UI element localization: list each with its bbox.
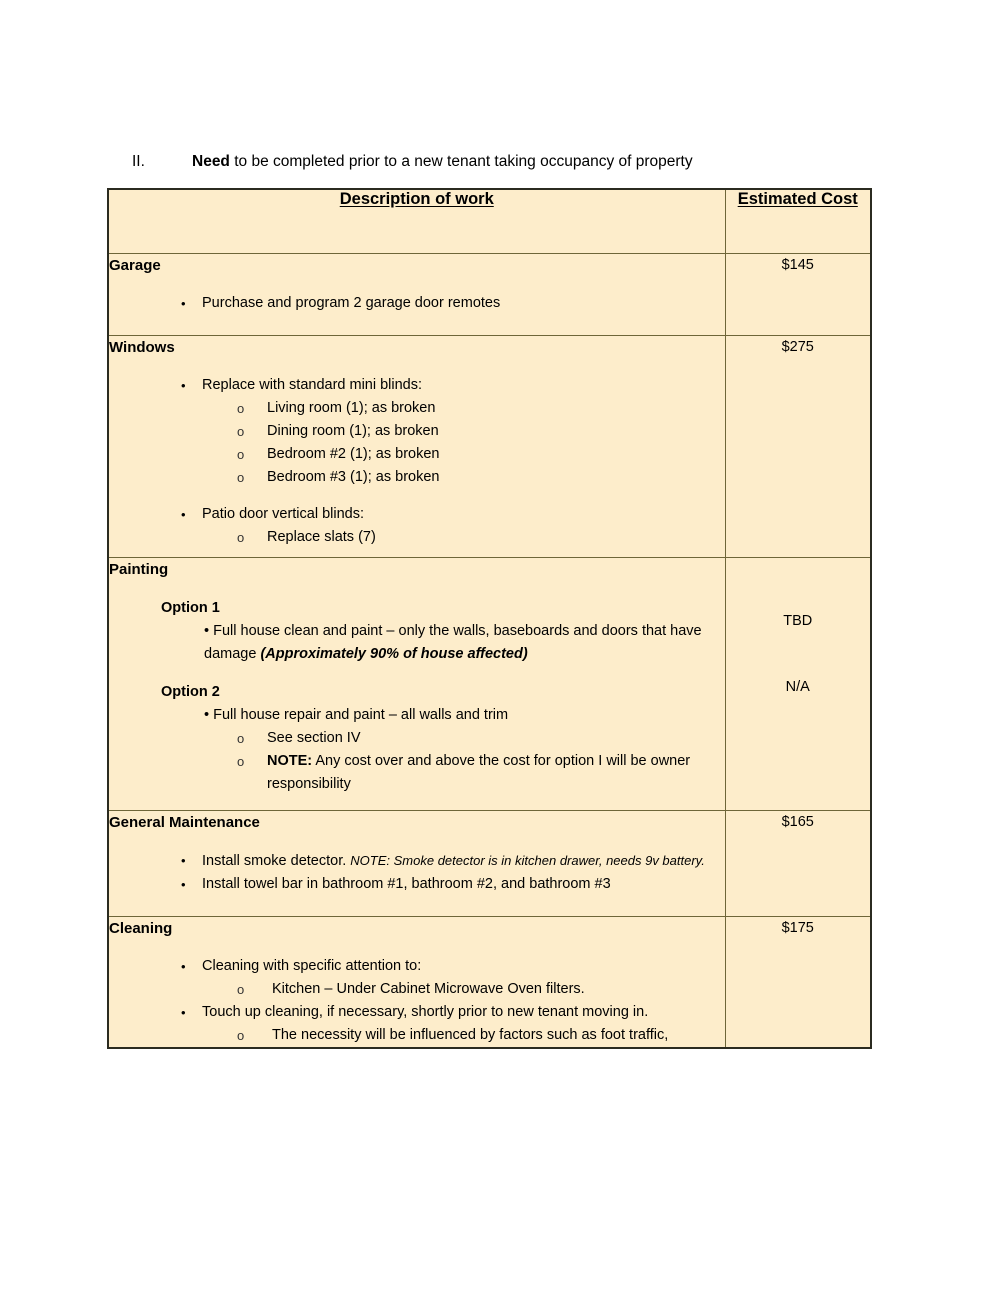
list-item: [109, 443, 725, 466]
list-item: [109, 978, 725, 1001]
spacer: [109, 360, 725, 374]
list-item-label: Living room (1); as broken: [267, 400, 436, 416]
list-item-label: Touch up cleaning, if necessary, shortly prior to new tenant moving in.: [202, 1004, 649, 1020]
header-cell-description: [108, 189, 725, 254]
group-title-painting: Painting: [109, 561, 169, 578]
list-item: [109, 503, 725, 526]
table-row: [108, 558, 871, 811]
spacer: [109, 278, 725, 292]
list-item-label: Bedroom #3 (1); as broken: [267, 469, 440, 485]
group-title-cleaning: Cleaning: [109, 920, 173, 937]
list-item-label: Any cost over and above the cost for option I will be owner responsibility: [267, 753, 691, 792]
bullet-icon: •: [181, 507, 186, 522]
table-row: [108, 254, 871, 336]
list-item-label: The necessity will be influenced by factors such as foot traffic,: [272, 1027, 669, 1043]
table-row: [108, 336, 871, 558]
description-cell-windows: [108, 336, 725, 558]
group-title-general-maintenance: General Maintenance: [109, 814, 260, 831]
work-table: [107, 188, 872, 1049]
description-cell-general-maintenance: [108, 811, 725, 917]
list-item: [109, 1024, 725, 1047]
list-item-label: Purchase and program 2 garage door remotes: [202, 295, 501, 311]
spacer: [109, 549, 725, 557]
spacer: [109, 666, 725, 680]
list-item-label: Bedroom #2 (1); as broken: [267, 446, 440, 462]
circle-bullet-icon: o: [237, 754, 245, 769]
list-item-label: Replace slats (7): [267, 529, 376, 545]
section-heading-bold-lead: Need: [192, 153, 230, 170]
list-item: [109, 292, 725, 315]
list-item-note: NOTE: Smoke detector is in kitchen drawer, needs 9v battery.: [350, 853, 705, 868]
list-item: [109, 420, 725, 443]
bullet-icon: •: [204, 623, 210, 639]
section-heading: [132, 152, 892, 172]
list-item: [109, 374, 725, 397]
circle-bullet-icon: o: [237, 401, 245, 416]
table-row: [108, 811, 871, 917]
spacer: [109, 941, 725, 955]
bullet-icon: •: [181, 1005, 186, 1020]
spacer: [109, 315, 725, 335]
list-item: [109, 727, 725, 750]
cost-cell-windows: $275: [725, 336, 871, 558]
circle-bullet-icon: o: [237, 447, 245, 462]
list-item-label: Cleaning with specific attention to:: [202, 958, 422, 974]
section-numeral: II.: [132, 153, 145, 170]
spacer: [109, 489, 725, 503]
bullet-icon: •: [181, 296, 186, 311]
note-label: NOTE:: [267, 753, 313, 769]
option2-title: Option 2: [161, 684, 220, 700]
list-item: [109, 397, 725, 420]
option2-bullet: [109, 704, 725, 727]
list-item-label: Kitchen – Under Cabinet Microwave Oven filters.: [272, 981, 585, 997]
circle-bullet-icon: o: [237, 731, 245, 746]
list-item: [109, 750, 725, 796]
bullet-icon: •: [181, 959, 186, 974]
spacer: [109, 582, 725, 596]
cost-cell-garage: $145: [725, 254, 871, 336]
description-cell-cleaning: [108, 917, 725, 1049]
option1-title: Option 1: [161, 600, 220, 616]
group-title-windows: Windows: [109, 339, 175, 356]
cost-cell-cleaning: $175: [725, 917, 871, 1049]
list-item-label: Replace with standard mini blinds:: [202, 377, 423, 393]
list-item-label: Install smoke detector.: [202, 853, 351, 869]
list-item-label: Patio door vertical blinds:: [202, 506, 364, 522]
circle-bullet-icon: o: [237, 470, 245, 485]
spacer: [109, 835, 725, 849]
cost-cell-painting: [725, 558, 871, 811]
group-title-garage: Garage: [109, 257, 161, 274]
section-heading-rest: to be completed prior to a new tenant taking occupancy of property: [229, 153, 693, 170]
option1-bullet-italic: (Approximately 90% of house affected): [260, 646, 528, 662]
circle-bullet-icon: o: [237, 424, 245, 439]
list-item: [109, 466, 725, 489]
cost-value-option1: TBD: [783, 613, 813, 629]
circle-bullet-icon: o: [237, 530, 245, 545]
list-item: [109, 955, 725, 978]
spacer: [109, 896, 725, 916]
bullet-icon: •: [204, 707, 210, 723]
bullet-icon: •: [181, 877, 186, 892]
header-label-cost: Estimated Cost: [737, 190, 858, 208]
option1-bullet-text: Full house clean and paint – only the walls, baseboards and doors that have damage: [204, 623, 702, 662]
list-item: [109, 1001, 725, 1024]
table-header-row: [108, 189, 871, 254]
bullet-icon: •: [181, 853, 186, 868]
circle-bullet-icon: o: [237, 1028, 245, 1043]
description-cell-painting: [108, 558, 725, 811]
header-cell-cost: [725, 189, 871, 254]
option2-bullet-text: Full house repair and paint – all walls and trim: [213, 707, 509, 723]
list-item-label: Install towel bar in bathroom #1, bathroom #2, and bathroom #3: [202, 876, 611, 892]
header-spacer: [109, 209, 725, 253]
table-row: [108, 917, 871, 1049]
list-item: [109, 849, 725, 873]
list-item-label: See section IV: [267, 730, 361, 746]
header-label-description: Description of work: [339, 190, 494, 208]
circle-bullet-icon: o: [237, 982, 245, 997]
list-item-label: Dining room (1); as broken: [267, 423, 439, 439]
option1-bullet: [109, 620, 725, 666]
cost-cell-general-maintenance: $165: [725, 811, 871, 917]
bullet-icon: •: [181, 378, 186, 393]
list-item: [109, 526, 725, 549]
spacer: [109, 796, 725, 810]
cost-value-option2: N/A: [785, 678, 810, 695]
description-cell-garage: [108, 254, 725, 336]
list-item: [109, 873, 725, 896]
